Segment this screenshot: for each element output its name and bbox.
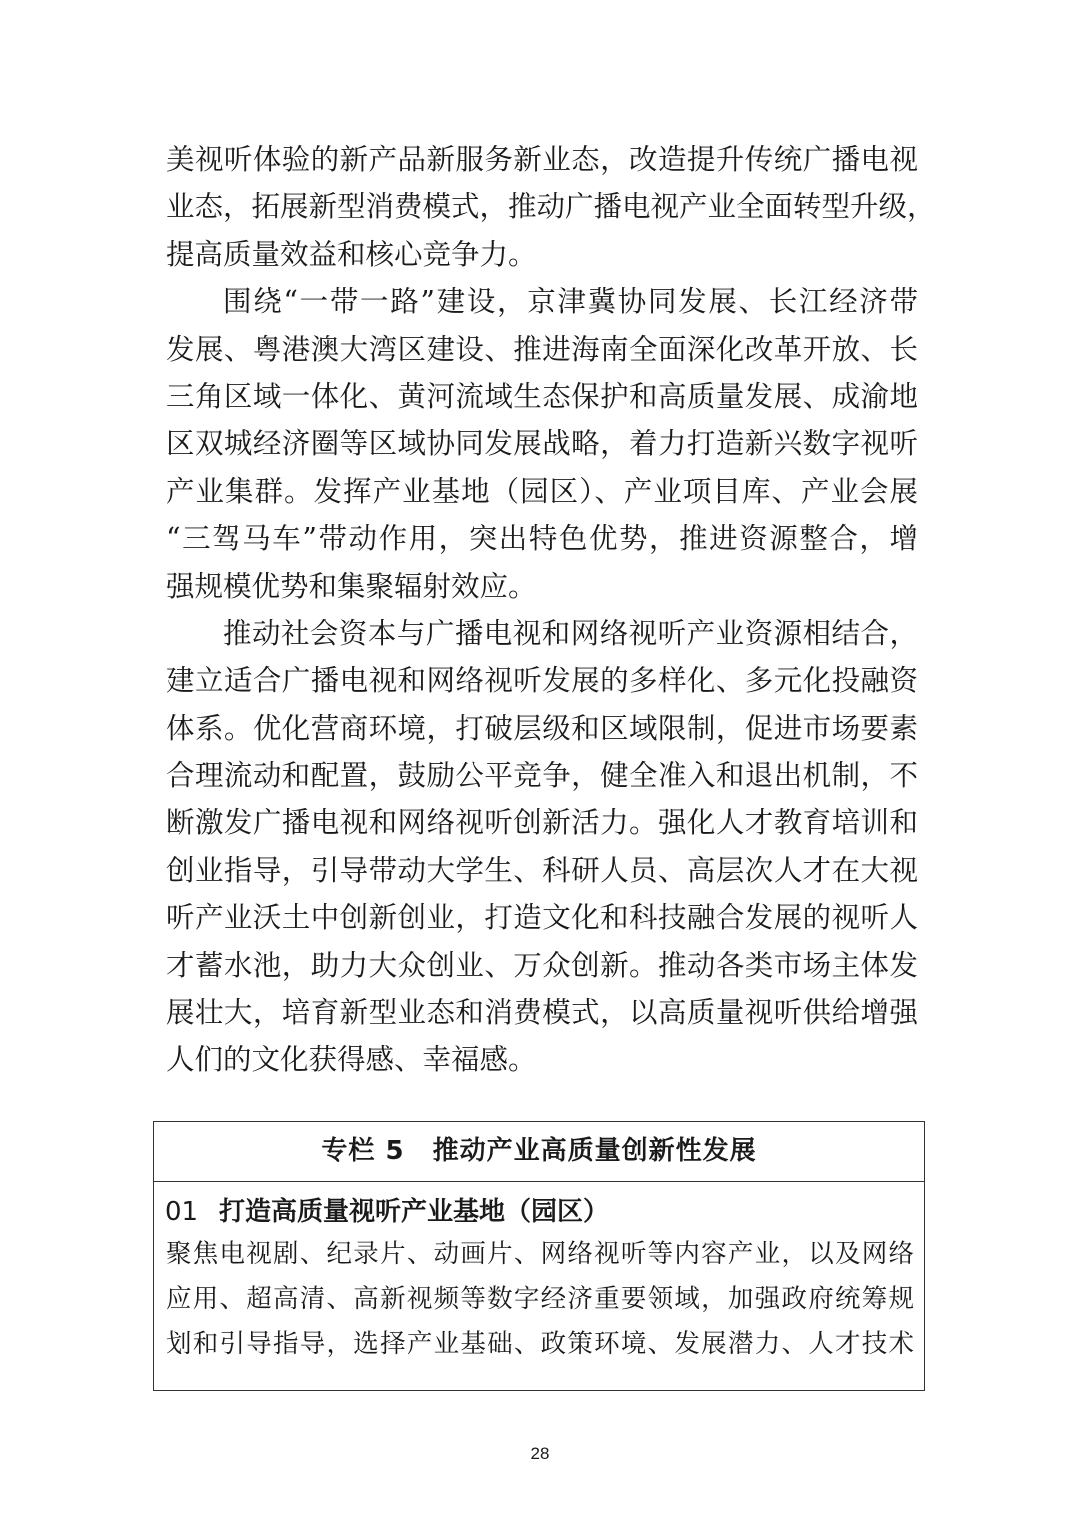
paragraph-line: 建立适合广播电视和网络视听发展的多样化、多元化投融资 bbox=[166, 664, 918, 698]
paragraph-line: 人们的文化获得感、幸福感。 bbox=[166, 1043, 537, 1077]
body-text bbox=[166, 136, 936, 1084]
paragraph-line: 体系。优化营商环境，打破层级和区域限制，促进市场要素 bbox=[166, 711, 918, 745]
paragraph-line: 合理流动和配置，鼓励公平竞争，健全准入和退出机制，不 bbox=[166, 759, 918, 793]
column-item-title: 打造高质量视听产业基地（园区） bbox=[219, 1197, 610, 1227]
paragraph-line: 推动社会资本与广播电视和网络视听产业资源相结合， bbox=[223, 616, 918, 650]
paragraph-line: 三角区域一体化、黄河流域生态保护和高质量发展、成渝地 bbox=[166, 379, 918, 413]
paragraph-line: 强规模优势和集聚辐射效应。 bbox=[166, 569, 537, 603]
page-number: 28 bbox=[530, 1444, 550, 1463]
paragraph-line: 断激发广播电视和网络视听创新活力。强化人才教育培训和 bbox=[166, 806, 918, 840]
paragraph-line: 听产业沃土中创新创业，打造文化和科技融合发展的视听人 bbox=[166, 901, 918, 935]
paragraph-line: 展壮大，培育新型业态和消费模式，以高质量视听供给增强 bbox=[166, 996, 918, 1030]
paragraph-line: 创业指导，引导带动大学生、科研人员、高层次人才在大视 bbox=[166, 853, 918, 887]
paragraph-line: 美视听体验的新产品新服务新业态，改造提升传统广播电视 bbox=[166, 143, 918, 176]
paragraph-line: 业态，拓展新型消费模式，推动广播电视产业全面转型升级， bbox=[166, 190, 936, 224]
paragraph-line: 发展、粤港澳大湾区建设、推进海南全面深化改革开放、长 bbox=[166, 332, 918, 366]
column-item-line: 划和引导指导，选择产业基础、政策环境、发展潜力、人才技术 bbox=[166, 1329, 914, 1359]
paragraph-line: 区双城经济圈等区域协同发展战略，着力打造新兴数字视听 bbox=[166, 427, 918, 461]
paragraph-line: 提高质量效益和核心竞争力。 bbox=[166, 237, 537, 271]
column-item-body bbox=[166, 1232, 914, 1367]
paragraph-line: 围绕“一带一路”建设，京津冀协同发展、长江经济带 bbox=[223, 285, 918, 319]
paragraph-line: 才蓄水池，助力大众创业、万众创新。推动各类市场主体发 bbox=[166, 948, 918, 982]
column-item-line: 聚焦电视剧、纪录片、动画片、网络视听等内容产业，以及网络 bbox=[166, 1239, 914, 1269]
column-item-number: 01 bbox=[165, 1197, 199, 1227]
column-item-heading bbox=[165, 1192, 924, 1232]
column-item-line: 应用、超高清、高新视频等数字经济重要领域，加强政府统筹规 bbox=[166, 1284, 914, 1314]
column-title-text: 推动产业高质量创新性发展 bbox=[432, 1136, 757, 1166]
column-label: 专栏 5 bbox=[321, 1136, 405, 1166]
special-column-box bbox=[153, 1121, 925, 1391]
paragraph-line: “三驾马车”带动作用，突出特色优势，推进资源整合，增 bbox=[166, 522, 918, 556]
paragraph-line: 产业集群。发挥产业基地（园区）、产业项目库、产业会展 bbox=[166, 474, 918, 508]
column-title bbox=[154, 1122, 924, 1182]
